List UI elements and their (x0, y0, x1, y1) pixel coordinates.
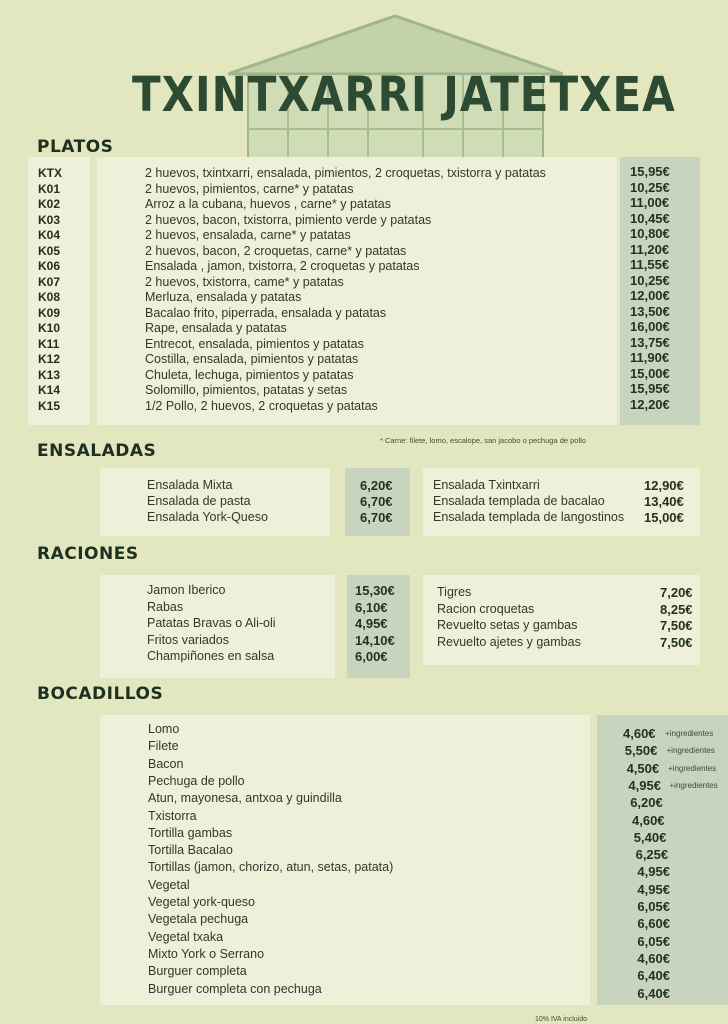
salad-name: Ensalada templada de langostinos (433, 510, 625, 524)
dish-code: K13 (38, 367, 61, 382)
sandwich-price: 4,95€ (637, 881, 670, 897)
salad-price: 13,40€ (644, 494, 684, 509)
dish-description: Entrecot, ensalada, pimientos y patatas (145, 336, 364, 351)
sandwich-price: 4,60€ (623, 726, 656, 741)
dish-description: Merluza, ensalada y patatas (145, 290, 302, 304)
salad-price: 15,00€ (644, 510, 684, 525)
dish-price: 10,45€ (630, 210, 670, 226)
dish-price: 15,95€ (630, 381, 670, 396)
ration-price: 14,10€ (355, 632, 395, 648)
salad-name: Ensalada Txintxarri (433, 478, 540, 492)
dish-description: 2 huevos, ensalada, carne* y patatas (145, 228, 351, 242)
dish-description: 2 huevos, bacon, txistorra, pimiento verde y patatas (145, 212, 432, 227)
sandwich-name: Burguer completa (148, 964, 247, 979)
dish-code: K03 (38, 212, 61, 227)
restaurant-title: TXINTXARRI JATETXEA (132, 66, 676, 123)
dish-price: 15,95€ (630, 164, 670, 179)
sandwich-name: Tortilla Bacalao (148, 843, 233, 858)
sandwich-price: 4,95€ (628, 777, 661, 793)
sandwich-name: Tortilla gambas (148, 825, 233, 840)
section-heading-platos: PLATOS (37, 137, 114, 157)
dish-code: K05 (38, 243, 61, 258)
dish-description: Ensalada , jamon, txistorra, 2 croquetas y patatas (145, 259, 420, 273)
salad-price: 6,70€ (360, 494, 393, 509)
dish-price: 10,25€ (630, 272, 670, 288)
ration-name: Racion croquetas (437, 601, 535, 616)
ration-name: Revuelto setas y gambas (437, 618, 578, 632)
ration-price: 6,00€ (355, 649, 388, 664)
sandwich-name: Lomo (148, 722, 180, 736)
ration-price: 8,25€ (660, 601, 693, 617)
dish-description: 1/2 Pollo, 2 huevos, 2 croquetas y patatas (145, 398, 378, 413)
section-heading-raciones: RACIONES (37, 544, 139, 564)
sandwich-price: 4,60€ (637, 950, 670, 966)
sandwich-price: 5,50€ (624, 743, 658, 759)
dish-code: K02 (38, 197, 61, 211)
dish-description: 2 huevos, txintxarri, ensalada, pimientos, 2 croquetas, txistorra y patatas (145, 166, 546, 180)
dish-code: K07 (38, 274, 61, 289)
dish-description: 2 huevos, pimientos, carne* y patatas (145, 181, 354, 196)
ration-name: Champiñones en salsa (147, 649, 275, 663)
salad-name: Ensalada de pasta (147, 494, 251, 508)
sandwich-name: Pechuga de pollo (148, 773, 245, 788)
salad-name: Ensalada Mixta (147, 478, 233, 492)
sandwich-name: Vegetala pechuga (148, 912, 249, 927)
ration-price: 7,50€ (660, 618, 693, 633)
sandwich-price: 6,40€ (637, 985, 670, 1001)
dish-code: KTX (38, 166, 62, 180)
ration-price: 7,20€ (660, 585, 693, 600)
dish-code: K11 (38, 336, 60, 351)
dish-code: K06 (38, 259, 61, 273)
sandwich-name: Bacon (148, 756, 184, 771)
ration-name: Tigres (437, 585, 472, 599)
sandwich-name: Filete (148, 739, 179, 754)
sandwich-price: 6,40€ (637, 968, 670, 984)
dish-price: 13,75€ (630, 334, 670, 350)
sandwich-price: 4,60€ (632, 812, 665, 828)
sandwich-price: 4,95€ (637, 864, 670, 880)
ration-name: Jamon Iberico (147, 583, 226, 597)
salad-price: 6,20€ (360, 478, 393, 493)
dish-price: 11,55€ (630, 257, 670, 272)
sandwich-name: Txistorra (148, 808, 197, 823)
dish-price: 11,20€ (630, 241, 670, 257)
dish-description: Solomillo, pimientos, patatas y setas (145, 383, 348, 397)
dish-description: Chuleta, lechuga, pimientos y patatas (145, 367, 354, 382)
section-heading-ensaladas: ENSALADAS (37, 441, 157, 461)
ration-name: Rabas (147, 599, 184, 614)
dish-price: 13,50€ (630, 303, 670, 319)
dish-code: K09 (38, 305, 61, 320)
dish-code: K08 (38, 290, 61, 304)
ration-price: 7,50€ (660, 634, 693, 650)
dish-code: K04 (38, 228, 61, 242)
dish-price: 12,00€ (630, 288, 670, 303)
sandwich-price: 6,20€ (630, 795, 663, 811)
ration-price: 6,10€ (355, 599, 388, 615)
sandwich-name: Tortillas (jamon, chorizo, atun, setas, patata) (148, 860, 394, 875)
sandwich-name: Burguer completa con pechuga (148, 981, 322, 996)
ration-price: 4,95€ (355, 616, 388, 631)
dish-code: K15 (38, 398, 61, 413)
sandwich-price: 5,40€ (633, 829, 667, 845)
dish-code: K01 (38, 181, 61, 196)
ration-price: 15,30€ (355, 583, 395, 598)
extra-ingredients-note: +ingredientes (669, 780, 718, 790)
sandwich-price: 6,05€ (637, 899, 670, 914)
extra-ingredients-note: +ingredientes (668, 763, 717, 773)
dish-price: 12,20€ (630, 396, 670, 412)
dish-price: 11,00€ (630, 195, 670, 210)
ration-name: Patatas Bravas o Ali-oli (147, 616, 276, 630)
sandwich-name: Vegetal txaka (148, 929, 224, 944)
sandwich-name: Vegetal (148, 877, 190, 892)
dish-description: Rape, ensalada y patatas (145, 321, 287, 335)
vat-note: 10% IVA incluido (535, 1016, 588, 1023)
sandwich-name: Atun, mayonesa, antxoa y guindilla (148, 791, 342, 806)
dish-price: 11,90€ (630, 350, 670, 365)
dish-description: Arroz a la cubana, huevos , carne* y patatas (145, 197, 391, 211)
extra-ingredients-note: +ingredientes (665, 729, 714, 738)
dish-description: 2 huevos, bacon, 2 croquetas, carne* y patatas (145, 243, 407, 258)
dish-description: 2 huevos, txistorra, came* y patatas (145, 274, 344, 289)
extra-ingredients-note: +ingredientes (666, 746, 715, 756)
salad-name: Ensalada York-Queso (147, 510, 268, 524)
ration-name: Fritos variados (147, 632, 229, 647)
dish-code: K10 (38, 321, 61, 335)
sandwich-price: 6,60€ (637, 916, 670, 932)
salad-name: Ensalada templada de bacalao (433, 494, 605, 508)
dish-price: 10,80€ (630, 226, 670, 241)
dish-price: 15,00€ (630, 365, 670, 381)
sandwich-price: 4,50€ (626, 760, 660, 776)
sandwich-price: 6,25€ (635, 847, 669, 863)
dish-description: Costilla, ensalada, pimientos y patatas (145, 352, 359, 366)
salad-price: 6,70€ (360, 510, 393, 525)
sandwich-name: Vegetal york-queso (148, 895, 256, 909)
sandwich-name: Mixto York o Serrano (148, 946, 265, 961)
section-heading-bocadillos: BOCADILLOS (37, 684, 164, 704)
dish-code: K12 (38, 352, 61, 366)
salad-price: 12,90€ (644, 478, 684, 493)
sandwich-price: 6,05€ (637, 933, 670, 949)
dish-code: K14 (38, 383, 61, 397)
dish-description: Bacalao frito, piperrada, ensalada y patatas (145, 305, 387, 320)
meat-footnote: * Carne: filete, lomo, escalope, san jacobo o pechuga de pollo (380, 436, 586, 445)
dish-price: 10,25€ (630, 179, 670, 195)
ration-name: Revuelto ajetes y gambas (437, 634, 581, 649)
dish-price: 16,00€ (630, 319, 670, 334)
